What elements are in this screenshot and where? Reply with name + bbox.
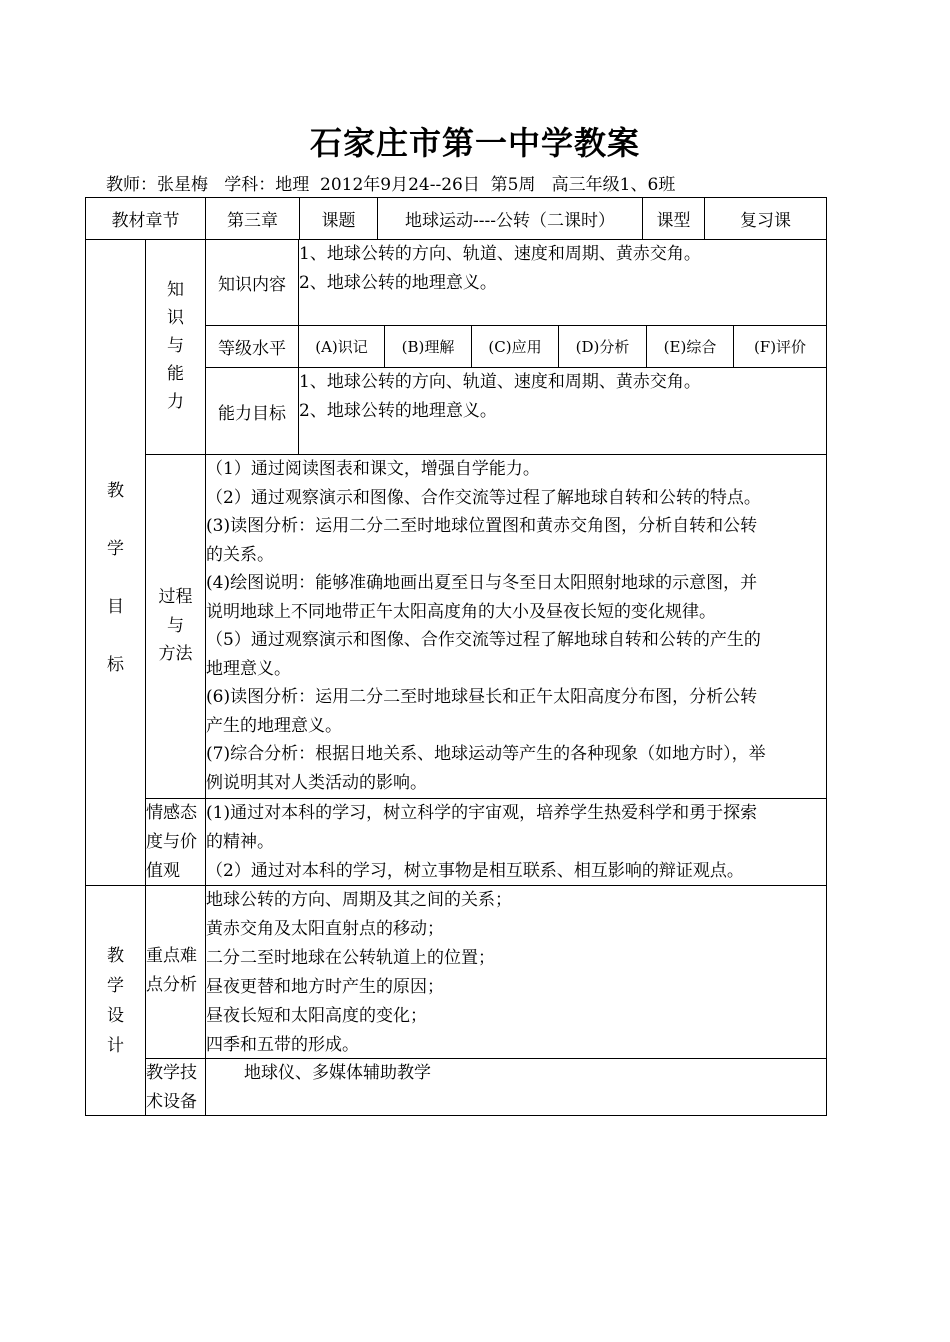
content-line: 1、地球公转的方向、轨道、速度和周期、黄赤交角。 (299, 244, 701, 264)
level-f: (F)评价 (753, 338, 807, 356)
goals-char: 学 (107, 539, 124, 559)
level-a: (A)识记 (315, 338, 368, 356)
tech-cell (205, 1058, 827, 1116)
process-line: (6)读图分析：运用二分二至时地球昼长和正午太阳高度分布图，分析公转 (206, 687, 758, 707)
key-line: 四季和五带的形成。 (206, 1035, 359, 1055)
content-label: 知识内容 (218, 275, 286, 295)
goals-char: 教 (107, 481, 124, 501)
chapter-label: 教材章节 (111, 211, 180, 231)
level-d: (D)分析 (575, 338, 630, 356)
tech-label-line: 术设备 (146, 1092, 197, 1112)
content-label-cell (205, 239, 299, 326)
knowledge-char: 与 (167, 336, 184, 356)
chapter-label-cell (85, 197, 206, 240)
chapter-value: 第三章 (227, 211, 278, 231)
emotion-label-line: 值观 (146, 861, 180, 881)
level-c: (C)应用 (488, 338, 542, 356)
type-value: 复习课 (740, 211, 791, 231)
lesson-meta: 教师：张星梅 学科：地理 2012年9月24--26日 第5周 高三年级1、6班 (106, 175, 676, 195)
key-line: 地球公转的方向、周期及其之间的关系； (206, 890, 512, 910)
process-line: 地理意义。 (206, 658, 291, 679)
process-line: （5）通过观察演示和图像、合作交流等过程了解地球自转和公转的产生的 (206, 630, 761, 650)
process-cell (205, 454, 827, 799)
key-line: 昼夜长短和太阳高度的变化； (206, 1006, 427, 1026)
level-label-cell (205, 325, 299, 368)
emotion-label-cell (145, 798, 206, 886)
page-title: 石家庄市第一中学教案 (309, 124, 640, 162)
ability-line: 2、地球公转的地理意义。 (299, 401, 497, 421)
level-d-cell (558, 325, 647, 368)
type-value-cell (704, 197, 827, 240)
process-line: 产生的地理意义。 (206, 715, 342, 736)
topic-label: 课题 (321, 211, 356, 231)
process-line: 的关系。 (206, 544, 274, 565)
tech-label-cell (145, 1058, 206, 1116)
design-section-label (86, 941, 145, 1061)
ability-line: 1、地球公转的方向、轨道、速度和周期、黄赤交角。 (299, 372, 701, 392)
ability-label: 能力目标 (218, 403, 286, 424)
process-line: (4)绘图说明：能够准确地画出夏至日与冬至日太阳照射地球的示意图，并 (206, 573, 758, 593)
content-cell (298, 239, 827, 326)
key-line: 昼夜更替和地方时产生的原因； (206, 977, 444, 997)
emotion-line: 的精神。 (206, 832, 274, 852)
process-label (146, 583, 205, 669)
type-label-cell (642, 197, 705, 240)
emotion-label-line: 度与价 (146, 832, 197, 852)
tech-label-line: 教学技 (146, 1063, 197, 1083)
emotion-cell (205, 798, 827, 886)
level-b: (B)理解 (401, 338, 455, 356)
process-line: （1）通过阅读图表和课文，增强自学能力。 (206, 459, 540, 479)
topic-value-cell (377, 197, 643, 240)
design-char: 学 (107, 976, 124, 996)
knowledge-label (146, 276, 205, 416)
knowledge-char: 力 (167, 392, 184, 412)
level-e: (E)综合 (663, 338, 717, 356)
topic-value: 地球运动----公转（二课时） (405, 211, 615, 231)
level-b-cell (384, 325, 472, 368)
type-label: 课型 (656, 211, 691, 231)
tech-value: 地球仪、多媒体辅助教学 (244, 1063, 431, 1083)
design-char: 教 (107, 946, 124, 966)
design-char: 设 (107, 1006, 124, 1026)
process-label-cell (145, 454, 206, 799)
key-line: 黄赤交角及太阳直射点的移动； (206, 919, 444, 939)
goals-char: 目 (107, 597, 124, 617)
level-a-cell (298, 325, 385, 368)
process-line: （2）通过观察演示和图像、合作交流等过程了解地球自转和公转的特点。 (206, 487, 761, 508)
emotion-line: （2）通过对本科的学习，树立事物是相互联系、相互影响的辩证观点。 (206, 861, 744, 881)
emotion-line: (1)通过对本科的学习，树立科学的宇宙观，培养学生热爱科学和勇于探索 (206, 803, 758, 823)
key-cell (205, 885, 827, 1059)
process-line: 说明地球上不同地带正午太阳高度角的大小及昼夜长短的变化规律。 (206, 601, 716, 622)
process-line: (7)综合分析：根据日地关系、地球运动等产生的各种现象（如地方时），举 (206, 744, 766, 764)
level-f-cell (733, 325, 827, 368)
goals-section-label (86, 462, 145, 694)
ability-cell (298, 367, 827, 455)
key-line: 二分二至时地球在公转轨道上的位置； (206, 948, 495, 968)
topic-label-cell (299, 197, 378, 240)
goals-section-cell (85, 239, 146, 886)
chapter-value-cell (205, 197, 300, 240)
knowledge-char: 识 (167, 308, 184, 328)
ability-label-cell (205, 367, 299, 455)
knowledge-char: 知 (167, 280, 184, 300)
key-label-line: 点分析 (146, 975, 197, 995)
level-e-cell (646, 325, 734, 368)
process-label-line: 方法 (158, 644, 193, 664)
level-c-cell (471, 325, 559, 368)
content-line: 2、地球公转的地理意义。 (299, 273, 497, 293)
goals-char: 标 (107, 655, 124, 675)
emotion-label-line: 情感态 (146, 803, 197, 823)
design-section-cell (85, 885, 146, 1116)
process-line: 例说明其对人类活动的影响。 (206, 772, 427, 793)
knowledge-label-cell (145, 239, 206, 455)
design-char: 计 (107, 1036, 124, 1056)
process-label-line: 与 (167, 615, 184, 636)
key-label-line: 重点难 (146, 946, 197, 966)
key-label-cell (145, 885, 206, 1059)
level-label: 等级水平 (218, 339, 286, 359)
process-label-line: 过程 (158, 587, 193, 607)
process-line: (3)读图分析：运用二分二至时地球位置图和黄赤交角图，分析自转和公转 (206, 516, 758, 536)
knowledge-char: 能 (167, 364, 184, 384)
